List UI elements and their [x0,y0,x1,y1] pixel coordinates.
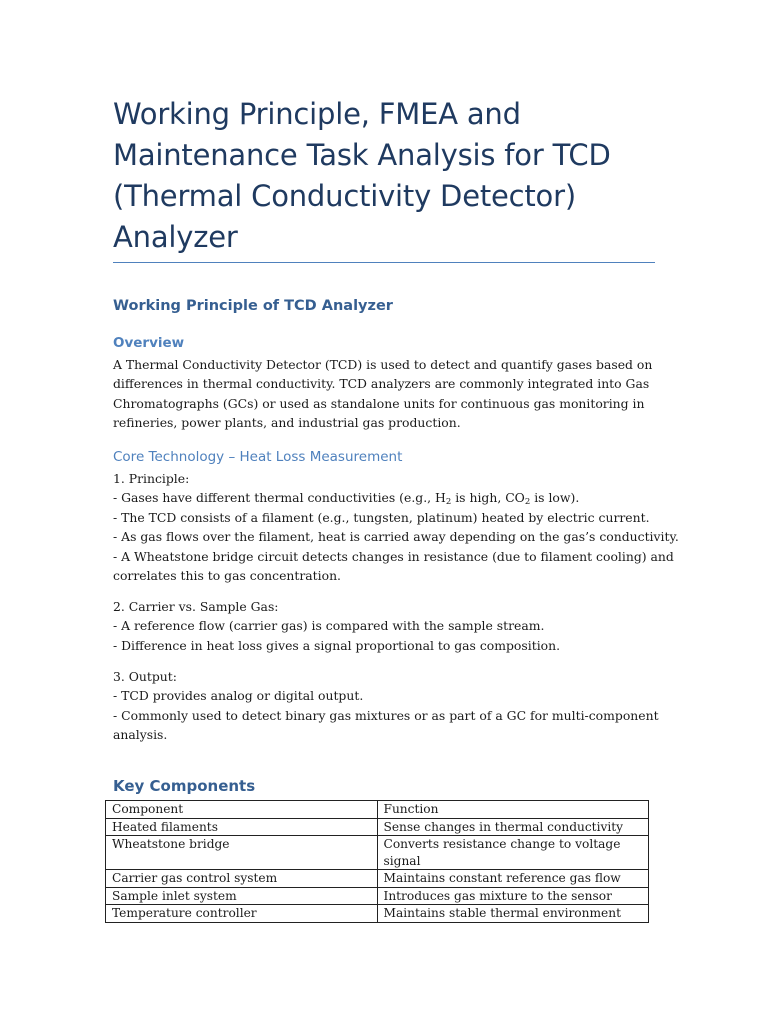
carrier-paragraph [113,597,655,655]
table-cell: Maintains constant reference gas flow [377,870,649,888]
principle-paragraph [113,469,679,585]
title-divider [113,262,655,263]
paragraph-line: 2. Carrier vs. Sample Gas: [113,599,279,614]
subscript: 2 [524,497,531,508]
table-cell: Converts resistance change to voltage signal [377,836,649,870]
title-line: Maintenance Task Analysis for TCD [113,138,611,172]
table-row [106,887,649,905]
paragraph-line: A Thermal Conductivity Detector (TCD) is used to detect and quantify gases based on [113,357,653,372]
paragraph-line: - As gas flows over the filament, heat is carried away depending on the gas’s conductivity. [113,529,679,545]
table-cell: Maintains stable thermal environment [377,905,649,923]
paragraph-line: differences in thermal conductivity. TCD analyzers are commonly integrated into Gas [113,376,650,392]
table-header-cell: Component [106,801,378,819]
document-title [113,94,655,258]
paragraph-line: Chromatographs (GCs) or used as standalone units for continuous gas monitoring in [113,395,645,411]
title-line: Analyzer [113,220,238,254]
title-line: Working Principle, FMEA and [113,97,521,131]
subscript: 2 [445,497,452,508]
table-row [106,836,649,870]
paragraph-line: correlates this to gas concentration. [113,568,341,584]
text-fragment: is high, CO [451,490,525,506]
paragraph-line: - TCD provides analog or digital output. [113,688,364,704]
paragraph-line: - The TCD consists of a filament (e.g., tungsten, platinum) heated by electric current. [113,509,650,525]
gases-conductivity-line [113,488,655,507]
subheading-key-components: Key Components [113,777,256,795]
paragraph-line: analysis. [113,727,168,743]
table-cell: Wheatstone bridge [106,836,378,870]
output-paragraph [113,667,659,745]
paragraph-line: 3. Output: [113,669,177,684]
paragraph-line: - A Wheatstone bridge circuit detects changes in resistance (due to filament cooling) and [113,548,674,564]
key-components-table [105,800,649,923]
table-cell: Heated filaments [106,818,378,836]
table-cell: Introduces gas mixture to the sensor [377,887,649,905]
paragraph-line: - A reference flow (carrier gas) is compared with the sample stream. [113,618,545,634]
title-line: (Thermal Conductivity Detector) [113,179,576,213]
subheading-core-technology: Core Technology – Heat Loss Measurement [113,449,403,465]
paragraph-line: - Difference in heat loss gives a signal proportional to gas composition. [113,637,561,653]
text-fragment: is low). [530,490,580,506]
table-cell: Sense changes in thermal conductivity [377,818,649,836]
table-row [106,905,649,923]
section-heading-working-principle: Working Principle of TCD Analyzer [113,298,393,314]
paragraph-line: - Commonly used to detect binary gas mixtures or as part of a GC for multi-component [113,707,659,723]
text-fragment: - Gases have different thermal conductivities (e.g., H [113,490,446,506]
paragraph-line: refineries, power plants, and industrial gas production. [113,415,461,431]
table-row [106,818,649,836]
table-cell: Temperature controller [106,905,378,923]
table-row [106,870,649,888]
table-header-cell: Function [377,801,649,819]
principle-label: 1. Principle: [113,471,190,486]
table-cell: Carrier gas control system [106,870,378,888]
subheading-overview: Overview [113,335,185,351]
overview-paragraph [113,355,655,433]
table-header-row [106,801,649,819]
table-cell: Sample inlet system [106,887,378,905]
